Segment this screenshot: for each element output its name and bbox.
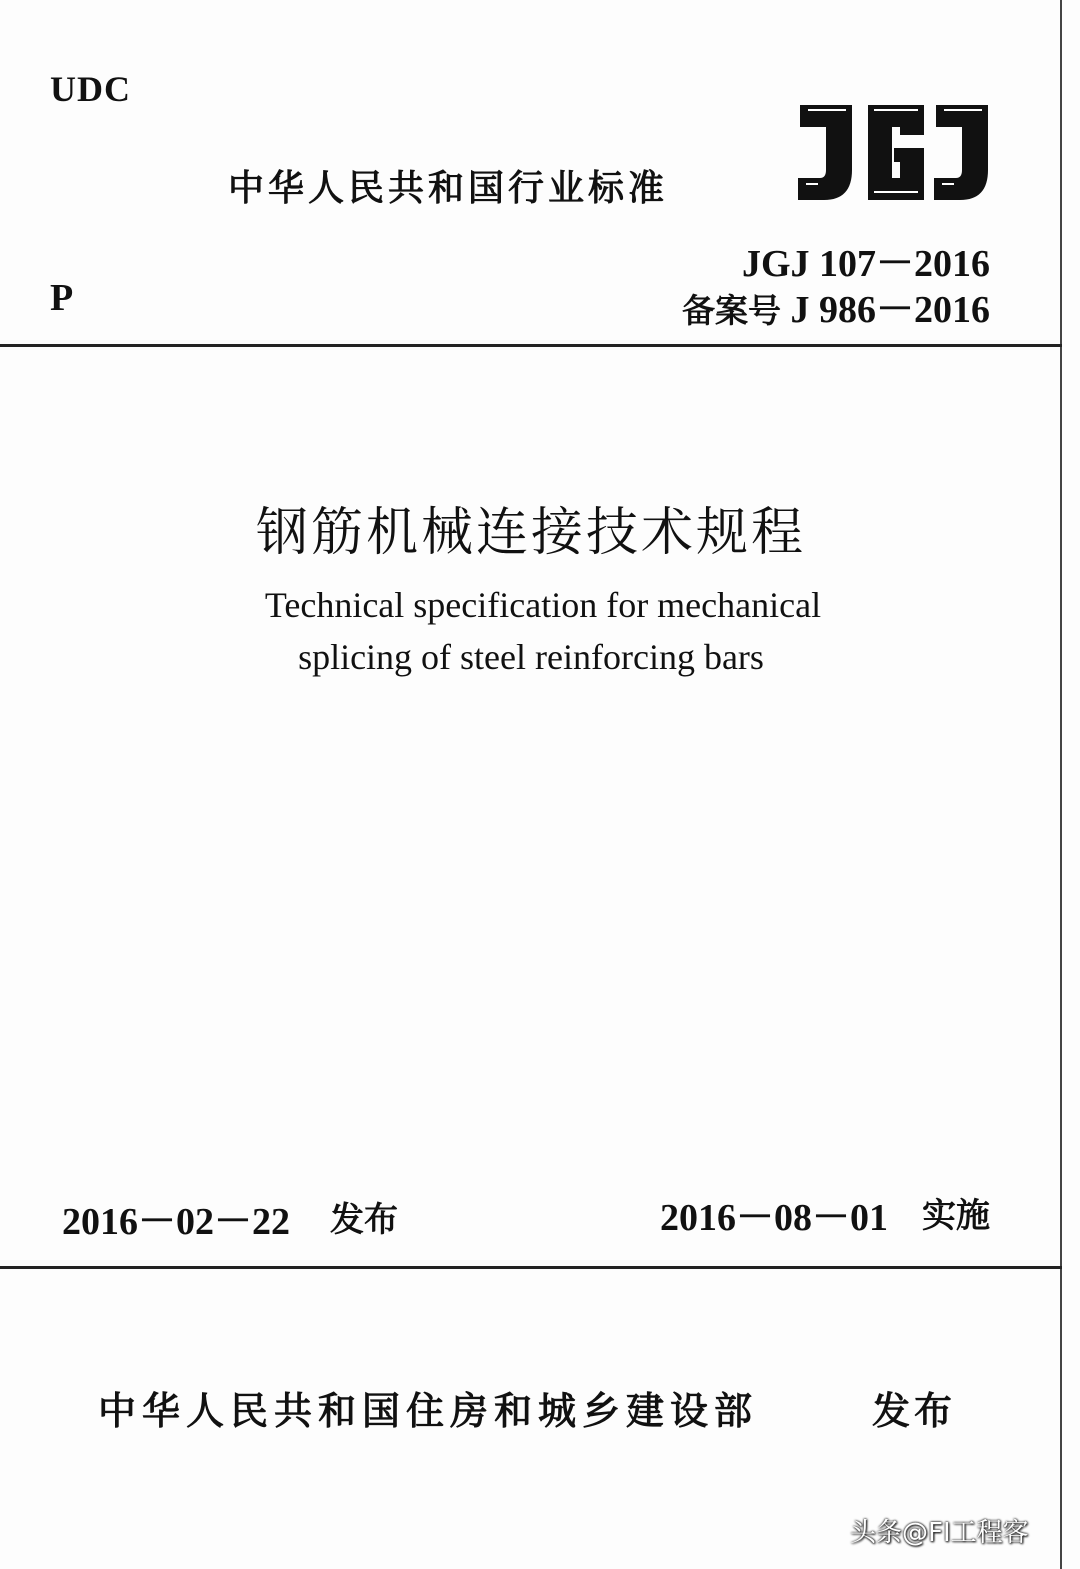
standard-number: JGJ 107－2016 <box>742 243 991 285</box>
publish-label: 发布 <box>872 1389 957 1433</box>
top-divider <box>0 344 1062 347</box>
title-chinese: 钢筋机械连接技术规程 <box>255 503 806 563</box>
title-english-line-2: splicing of steel reinforcing bars <box>298 637 764 677</box>
udc-label: UDC <box>50 69 131 109</box>
issue-date: 2016－02－22 <box>62 1201 291 1243</box>
implementation-date: 2016－08－01 <box>660 1197 889 1239</box>
publisher: 中华人民共和国住房和城乡建设部 <box>98 1389 759 1433</box>
filing-number: J 986－2016 <box>790 289 991 331</box>
category-letter: P <box>50 277 74 319</box>
filing-label: 备案号 <box>682 291 781 330</box>
watermark: 头条@FI工程客 <box>850 1518 1029 1548</box>
bottom-divider <box>0 1266 1062 1269</box>
title-english-line-1: Technical specification for mechanical <box>264 585 822 625</box>
page-edge <box>1060 0 1062 1569</box>
filing-number-line <box>682 278 990 333</box>
issue-label: 发布 <box>330 1200 398 1240</box>
implementation-label: 实施 <box>922 1196 990 1236</box>
jgj-logo <box>790 100 995 205</box>
standard-type: 中华人民共和国行业标准 <box>228 168 669 209</box>
